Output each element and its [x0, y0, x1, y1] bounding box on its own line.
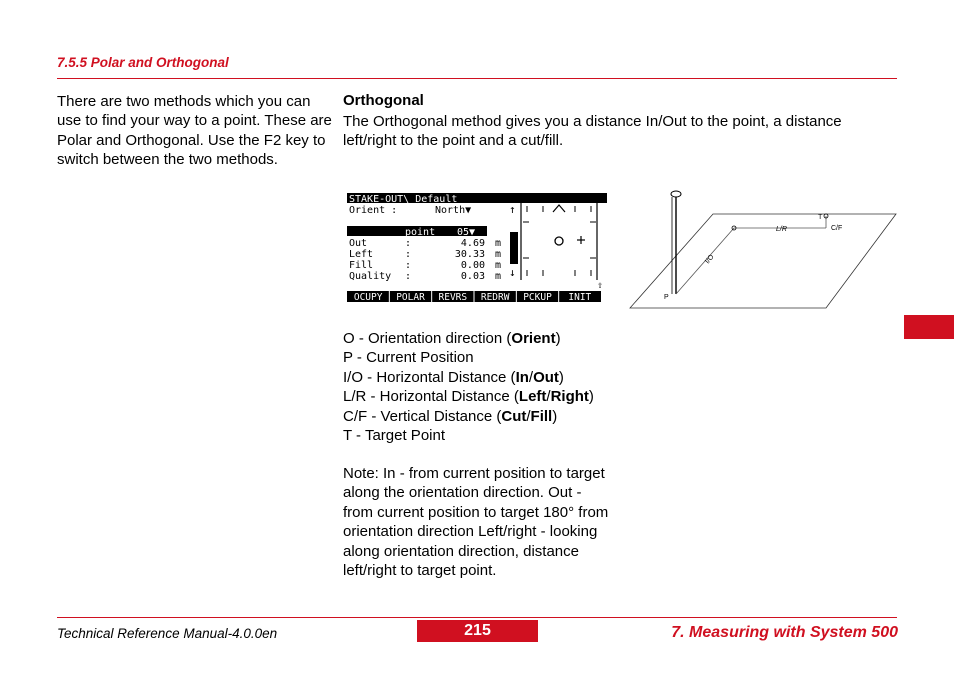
chapter-title: 7. Measuring with System 500 — [671, 624, 898, 641]
prism-icon — [671, 191, 681, 197]
screen-row-value: 4.69 — [460, 238, 485, 249]
up-arrow-icon: ↑ — [509, 203, 516, 216]
softkey-init[interactable]: INIT — [568, 292, 592, 303]
legend-suffix: ) — [552, 407, 558, 425]
legend-text: L/R - Horizontal Distance ( — [343, 388, 519, 406]
screen-row-value: 0.03 — [460, 271, 485, 282]
legend-item — [343, 329, 633, 348]
legend-separator: / — [526, 407, 531, 425]
screen-row-label: Out — [349, 238, 368, 249]
screen-row-label: Fill — [349, 260, 374, 271]
label-io: I/O — [704, 253, 716, 266]
softkey-revrs[interactable]: REVRS — [438, 292, 468, 303]
legend-item — [343, 368, 633, 387]
legend-keyword: Cut — [501, 407, 527, 425]
screen-row-unit: m — [495, 260, 502, 271]
screen-row-unit: m — [495, 238, 502, 249]
manual-title: Technical Reference Manual-4.0.0en — [57, 626, 278, 641]
label-lr: L/R — [776, 226, 787, 233]
page-number: 215 — [417, 620, 538, 642]
screen-row-unit: m — [495, 271, 502, 282]
orthogonal-diagram — [628, 186, 898, 310]
legend-keyword: Left — [518, 388, 547, 406]
point-label: point — [405, 227, 436, 238]
point-value: 05▼ — [457, 227, 476, 238]
orient-value: North▼ — [435, 205, 472, 216]
screen-row-unit: m — [495, 249, 502, 260]
legend-item — [343, 407, 633, 426]
legend-item — [343, 426, 633, 445]
label-cf: C/F — [831, 225, 843, 232]
screen-row-value: 30.33 — [454, 249, 485, 260]
legend-keyword: Orient — [511, 330, 556, 347]
legend-keyword: Right — [550, 388, 589, 406]
legend-suffix: ) — [588, 388, 594, 406]
label-t: T — [818, 214, 823, 221]
legend-list — [343, 329, 633, 445]
legend-keyword: Out — [533, 368, 559, 386]
stakeout-screen — [347, 192, 607, 304]
legend-suffix: ) — [555, 330, 561, 347]
legend-suffix: ) — [558, 368, 564, 386]
screen-row-label: Quality — [349, 271, 392, 282]
legend-separator: / — [546, 388, 551, 406]
legend-keyword: Fill — [530, 407, 553, 425]
screen-row-sep: : — [405, 238, 412, 249]
chapter-tab-marker — [904, 315, 954, 339]
down-arrow-icon: ↓ — [509, 266, 516, 279]
screen-row-sep: : — [405, 260, 412, 271]
header-rule — [57, 78, 897, 79]
screen-row-value: 0.00 — [460, 260, 485, 271]
orient-label: Orient : — [349, 205, 398, 216]
softkey-redrw[interactable]: REDRW — [480, 292, 510, 303]
intro-paragraph: There are two methods which you can use to find your way to a point. These are Polar and Orthogonal. Use the F2 key to switch between the two methods. — [57, 93, 332, 169]
orthogonal-description: The Orthogonal method gives you a distance In/Out to the point, a distance left/right to the point and a cut/fill. — [343, 113, 842, 150]
legend-text: I/O - Horizontal Distance ( — [343, 368, 516, 386]
screen-row-sep: : — [405, 271, 412, 282]
softkey-polar[interactable]: POLAR — [396, 292, 425, 303]
legend-text: O - Orientation direction ( — [343, 330, 512, 347]
note-paragraph: Note: In - from current position to target along the orientation direction. Out - from current position to target 180° from orientation direction Left/right - looking along orientation direction, distance left/right to target point. — [343, 465, 609, 580]
softkey-ocupy[interactable]: OCUPY — [353, 292, 383, 303]
legend-separator: / — [528, 368, 534, 386]
footer-rule — [57, 617, 897, 618]
legend-text: C/F - Vertical Distance ( — [343, 407, 502, 425]
legend-text: T - Target Point — [343, 427, 445, 445]
screen-title: STAKE-OUT\ Default — [349, 194, 458, 205]
legend-keyword: In — [515, 368, 529, 386]
softkey-pckup[interactable]: PCKUP — [523, 292, 552, 303]
scale-bar — [510, 232, 518, 264]
screen-row-sep: : — [405, 249, 412, 260]
legend-item — [343, 348, 633, 367]
section-title: 7.5.5 Polar and Orthogonal — [57, 55, 229, 70]
legend-text: P - Current Position — [343, 349, 474, 367]
screen-row-label: Left — [349, 249, 374, 260]
label-p: P — [664, 294, 669, 301]
shift-icon: ⇧ — [597, 280, 604, 291]
orthogonal-heading: Orthogonal — [343, 92, 424, 109]
legend-item — [343, 387, 633, 406]
